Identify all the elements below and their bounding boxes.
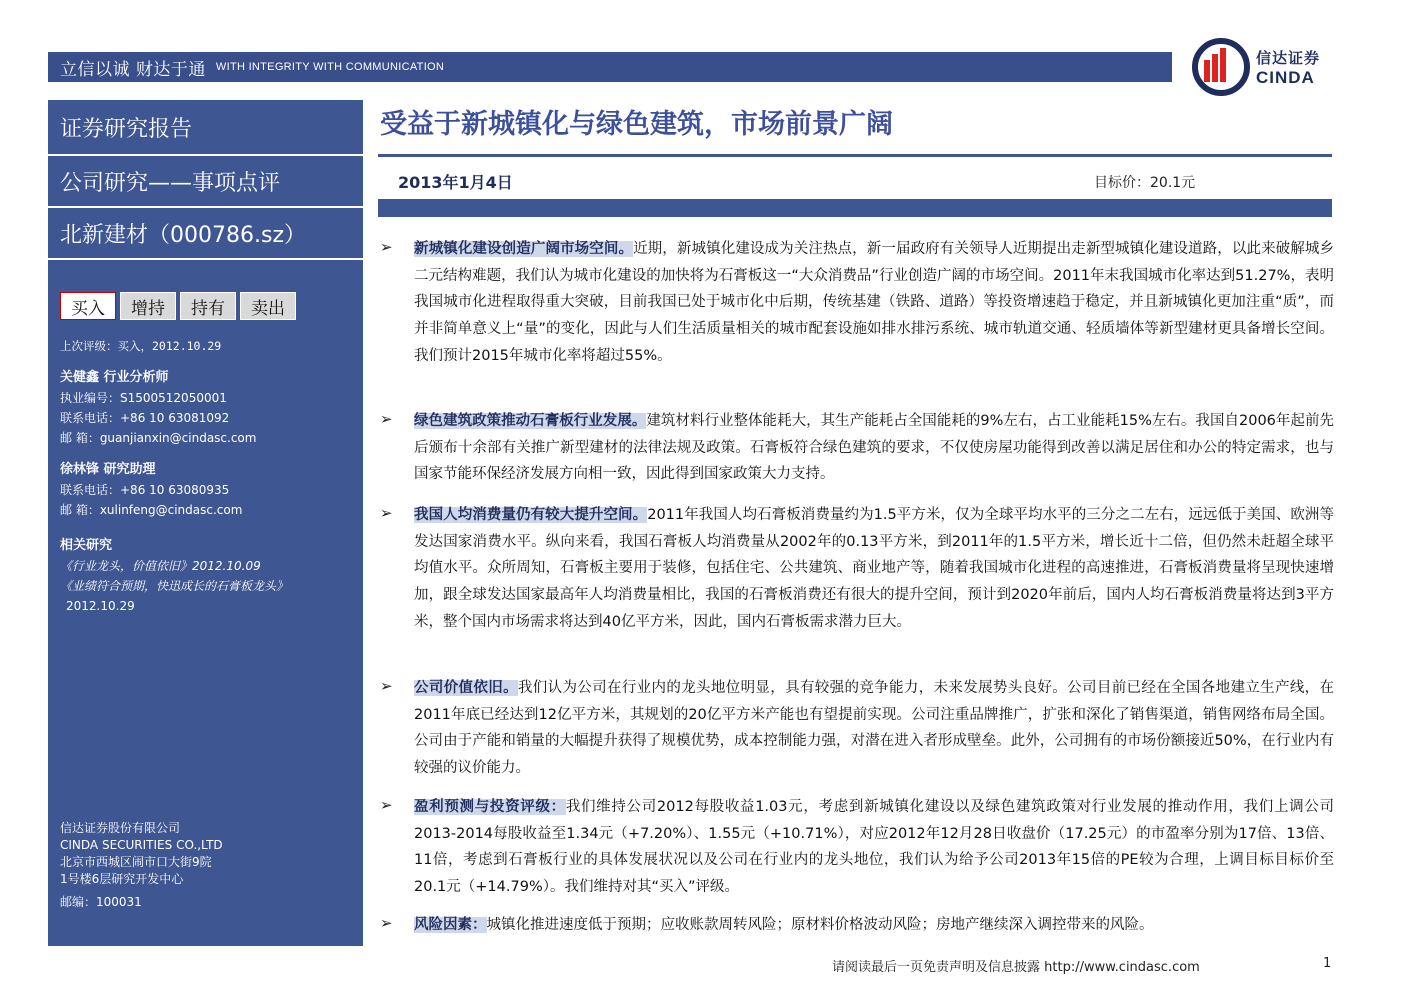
paragraph-heading: 公司价值依旧。 [414,680,518,696]
bullet-arrow-icon: ➢ [380,238,393,256]
bullet-arrow-icon: ➢ [380,914,393,932]
paragraph-heading: 绿色建筑政策推动石膏板行业发展。 [414,413,647,429]
cinda-logo [1190,36,1340,98]
paragraph-forecast [376,794,1334,901]
analyst1-phone: 联系电话：+86 10 63081092 [60,411,230,425]
top-banner [48,52,1172,82]
paragraph-body: 2011年我国人均石膏板消费量约为1.5平方米，仅为全球平均水平的三分之二左右，远远低于美国、欧洲等发达国家消费水平。纵向来看，我国石膏板人均消费量从2002年的0.13平方米，到2011年的1.5平方米，增长近十二倍，但仍然未赶超全球平均值水平。众所周知，石膏板主要用于装修，包括住宅、公共建筑、商业地产等，随着我国城市化进程的高速推进，石膏板消费量将呈现快速增加，跟全球发达国家最高年人均消费量相比，我国的石膏板消费还有很大的提升空间，预计到2020年前后，国内人均石膏板消费量将达到3平方米，整个国内市场需求将达到40亿平方米，因此，国内石膏板需求潜力巨大。 [414,507,1334,630]
research-type: 公司研究——事项点评 [48,156,363,208]
paragraph-heading: 新城镇化建设创造广阔市场空间。 [414,241,634,257]
last-rating: 上次评级：买入，2012.10.29 [60,339,222,353]
sidebar [48,100,363,946]
related-title: 相关研究 [60,538,113,553]
cinda-logo-icon [1190,36,1252,98]
paragraph-body: 我们认为公司在行业内的龙头地位明显，具有较强的竞争能力，未来发展势头良好。公司目前已经在全国各地建立生产线，在2011年底已经达到12亿平方米，其规划的20亿平方米产能也有望提前实现。公司注重品牌推广，扩张和深化了销售渠道，销售网络布局全国。公司由于产能和销量的大幅提升获得了规模优势，成本控制能力强，对潜在进入者形成壁垒。此外，公司拥有的市场份额接近50%，在行业内有较强的议价能力。 [414,680,1335,777]
related-item-2: 《业绩符合预期，快迅成长的石膏板龙头》 [60,579,289,593]
paragraph-body: 城镇化推进速度低于预期；应收账款周转风险；原材料价格波动风险；房地产继续深入调控带来的风险。 [486,917,1154,933]
analyst2-phone: 联系电话：+86 10 63080935 [60,483,230,497]
address-line-1: 北京市西城区闹市口大街9院 [60,855,212,869]
paragraph-body: 近期，新城镇化建设成为关注热点，新一届政府有关领导人近期提出走新型城镇化建设道路，以此来破解城乡二元结构难题，我们认为城市化建设的加快将为石膏板这一“大众消费品”行业创造广阔的市场空间。2011年末我国城市化率达到51.27%，表明我国城市化进程取得重大突破，目前我国已处于城市化中后期，传统基建（铁路、道路）等投资增速趋于稳定，并且新城镇化更加注重“质”，而并非简单意义上“量”的变化，因此与人们生活质量相关的城市配套设施如排水排污系统、城市轨道交通、轻质墙体等新型建材更具备增长空间。我们预计2015年城市化率将超过55%。 [414,241,1335,364]
company-cn: 信达证券股份有限公司 [60,821,181,835]
bullet-arrow-icon: ➢ [380,410,393,428]
target-price: 目标价：20.1元 [1094,175,1196,191]
analyst2-name: 徐林锋 研究助理 [60,462,156,477]
paragraph-heading: 我国人均消费量仍有较大提升空间。 [414,507,648,523]
analyst1-email: 邮 箱：guanjianxin@cindasc.com [60,431,257,445]
slogan-cn: 立信以诚 财达于通 [60,59,206,80]
title-divider [378,154,1332,157]
paragraph-consumption [376,502,1334,636]
address-line-2: 1号楼6层研究开发中心 [60,872,184,886]
page-number: 1 [1323,956,1332,971]
related-item-1: 《行业龙头，价值依旧》2012.10.09 [60,559,261,573]
bullet-arrow-icon: ➢ [380,504,393,522]
bullet-arrow-icon: ➢ [380,677,393,695]
paragraph-heading: 风险因素： [414,917,487,933]
logo-cn-text: 信达证券 [1256,48,1321,67]
paragraph-heading: 盈利预测与投资评级： [414,799,566,815]
company-en: CINDA SECURITIES CO.,LTD [60,838,223,852]
report-type: 证券研究报告 [48,100,363,156]
rating-hold: 持有 [180,292,236,320]
slogan-en: WITH INTEGRITY WITH COMMUNICATION [215,61,445,73]
bullet-arrow-icon: ➢ [380,796,393,814]
disclaimer-note: 请阅读最后一页免责声明及信息披露 http://www.cindasc.com [832,960,1200,975]
paragraph-urbanization [376,236,1334,370]
paragraph-risk [376,912,1334,939]
logo-en-text: CINDA [1256,67,1315,87]
rating-sell: 卖出 [240,292,296,320]
report-title: 受益于新城镇化与绿色建筑，市场前景广阔 [380,109,893,140]
paragraph-body: 我们维持公司2012每股收益1.03元，考虑到新城镇化建设以及绿色建筑政策对行业发展的推动作用，我们上调公司2013-2014每股收益至1.34元（+7.20%）、1.55元（+10.71%），对应2012年12月28日收盘价（17.25元）的市盈率分别为17倍、13倍、11倍，考虑到石膏板行业的具体发展状况以及公司在行业内的龙头地位，我们认为给予公司2013年15倍的PE较为合理，上调目标目标价至20.1元（+14.79%）。我们维持对其“买入”评级。 [414,799,1334,896]
rating-overweight: 增持 [120,292,176,320]
rating-row [48,292,363,320]
postcode: 邮编：100031 [60,895,142,909]
analyst1-name: 关健鑫 行业分析师 [60,370,169,385]
paragraph-green-building [376,408,1334,488]
related-item-2-date: 2012.10.29 [66,599,135,613]
analyst2-email: 邮 箱：xulinfeng@cindasc.com [60,503,243,517]
rating-buy: 买入 [60,292,116,320]
paragraph-company-value [376,675,1334,782]
paragraph-body: 建筑材料行业整体能耗大，其生产能耗占全国能耗的9%左右，占工业能耗15%左右。我国自2006年起前先后颁布十余部有关推广新型建材的法律法规及政策。石膏板符合绿色建筑的要求，不仅使房屋功能得到改善以满足居住和办公的特定需求，也与国家节能环保经济发展方向相一致，因此得到国家政策大力支持。 [414,413,1334,483]
header-bar [378,199,1332,217]
company-name: 北新建材（000786.sz） [48,208,363,260]
analyst1-id: 执业编号：S1500512050001 [60,391,227,405]
report-date: 2013年1月4日 [398,173,513,192]
